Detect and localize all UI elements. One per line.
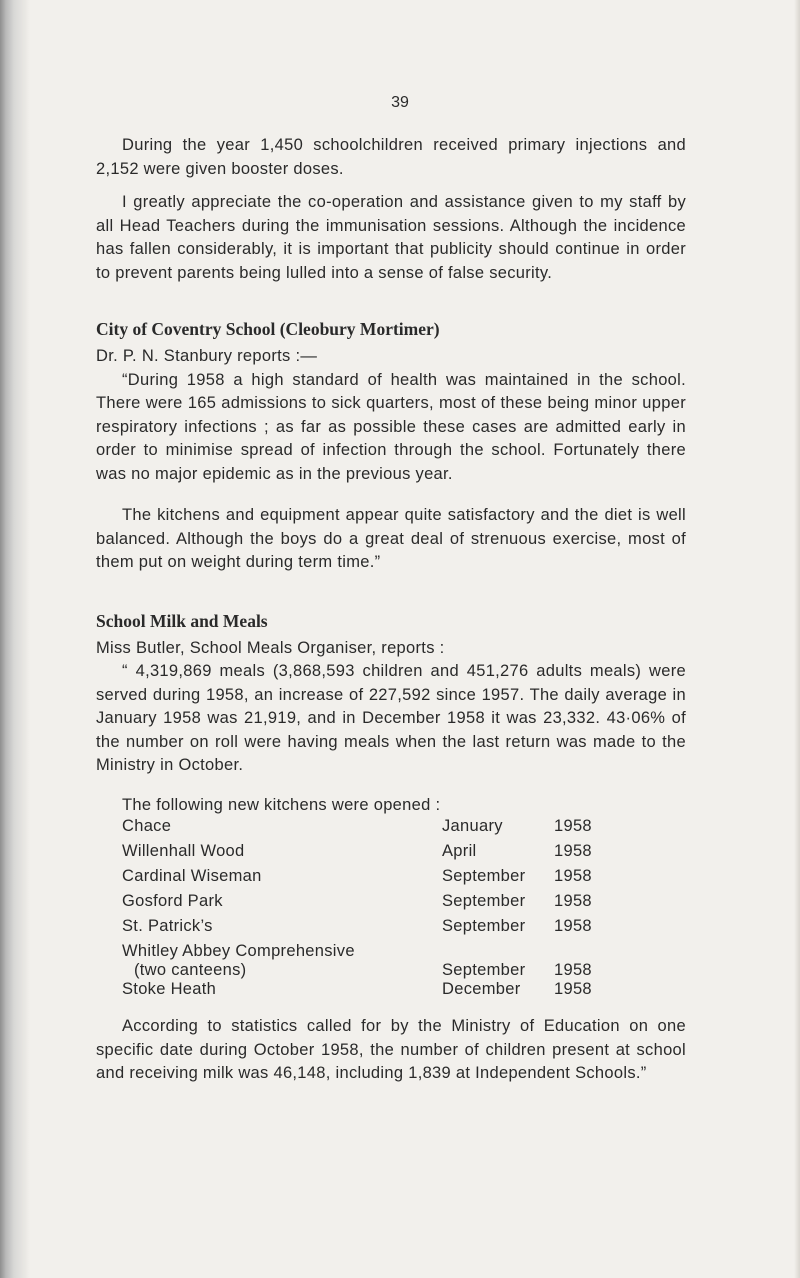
page-body [96,96,686,1086]
paragraph-meals-quote: “ 4,319,869 meals (3,868,593 children and 451,276 adults meals) were served during 1958, an increase of 227,592 since 1957. The daily average in January 1958 was 21,919, and in December 1958 it was 23,332. 43·06% of the number on roll were having meals when the last return was made to the Ministry in October. [96,662,686,774]
kitchen-row [122,892,614,917]
kitchens-table [122,817,614,1005]
kitchen-month: January [442,817,503,835]
page-number: 39 [391,94,409,111]
binding-shadow [0,0,30,1278]
kitchen-name [122,892,442,917]
kitchen-month: September [442,867,526,885]
paragraph-appreciation: I greatly appreciate the co-operation and assistance given to my staff by all Head Teachers during the immunisation sessions. Although the incidence has fallen considerably, it is important that publicity should continue in order to prevent parents being lulled into a sense of false security. [96,193,686,282]
kitchen-row [122,917,614,942]
kitchen-month: December [442,980,521,998]
kitchen-month: September [442,892,526,910]
kitchen-name-text: Chace [122,817,172,835]
page-edge [794,0,800,1278]
kitchen-name [122,980,442,1005]
paragraph-butler-intro: Miss Butler, School Meals Organiser, reports : [96,638,445,657]
kitchen-year: 1958 [554,980,592,998]
kitchen-month: April [442,842,477,860]
kitchen-name-text: St. Patrick’s [122,917,213,935]
paragraph-stanbury-intro: Dr. P. N. Stanbury reports :— [96,347,318,365]
kitchen-name [122,942,442,980]
kitchen-name-text: Willenhall Wood [122,842,245,860]
kitchen-year: 1958 [554,817,592,835]
paragraph-stanbury-quote-1: “During 1958 a high standard of health was maintained in the school. There were 165 admissions to sick quarters, most of these being minor upper respiratory infections ; as far as possible these cases are admitted early in order to minimise spread of infection through the school. Fortunately there was no major epidemic as in the previous year. [96,370,686,483]
kitchen-year: 1958 [554,892,592,910]
kitchen-year: 1958 [554,917,592,935]
kitchen-name-text: Stoke Heath [122,980,217,998]
kitchen-row [122,842,614,867]
paragraph-milk-statistics: According to statistics called for by the Ministry of Education on one specific date during October 1958, the number of children present at school and receiving milk was 46,148, including 1,839 at Independent Schools.” [96,1017,686,1082]
kitchen-year: 1958 [554,867,592,885]
kitchen-row [122,867,614,892]
kitchen-row [122,942,614,980]
kitchen-year: 1958 [554,842,592,860]
kitchen-name-note: (two canteens) [134,961,247,979]
paragraph-injections: During the year 1,450 schoolchildren received primary injections and 2,152 were given booster doses. [96,136,686,178]
kitchen-row [122,817,614,842]
kitchen-name [122,842,442,867]
paragraph-kitchens-intro: The following new kitchens were opened : [122,795,441,814]
kitchen-name [122,917,442,942]
paragraph-stanbury-quote-2: The kitchens and equipment appear quite satisfactory and the diet is well balanced. Although the boys do a great deal of strenuous exercise, most of them put on weight during term time.” [96,506,686,571]
kitchen-month: September [442,961,526,979]
kitchen-name [122,867,442,892]
kitchen-year: 1958 [554,961,592,979]
heading-coventry-school: City of Coventry School (Cleobury Mortimer) [96,319,440,339]
heading-school-milk-meals: School Milk and Meals [96,610,268,631]
kitchen-row [122,980,614,1005]
kitchen-name [122,817,442,842]
kitchen-name-text: Gosford Park [122,892,223,910]
kitchen-name-text: Cardinal Wiseman [122,867,262,885]
kitchen-name-text: Whitley Abbey Comprehensive [122,942,355,960]
kitchen-month: September [442,917,526,935]
